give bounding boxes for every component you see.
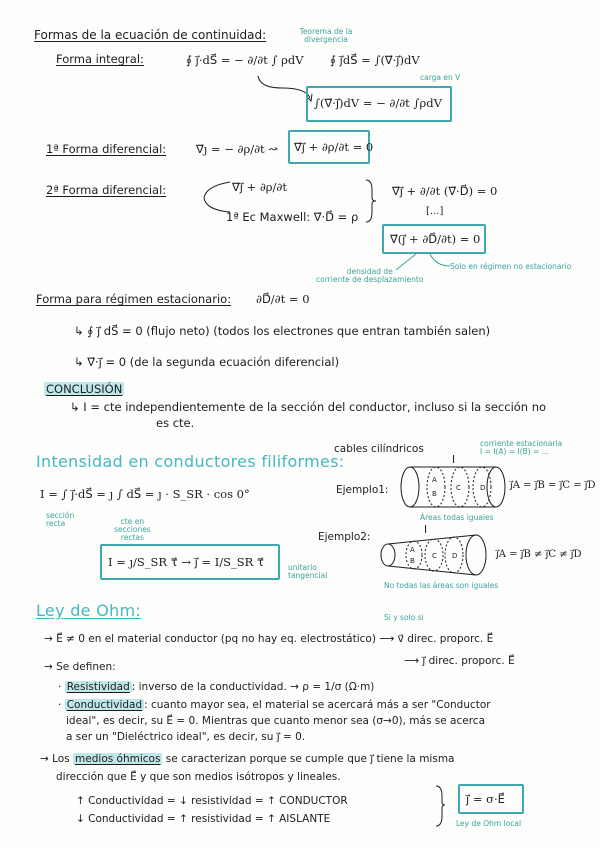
regimen-line-2: ↳ ∇⃗·ȷ⃗ = 0 (de la segunda ecuación diferencial)	[74, 355, 340, 369]
section-title-filiformes: Intensidad en conductores filiformes:	[36, 452, 345, 471]
regimen-line-1: ↳ ∮ ȷ⃗ dS⃗ = 0 (flujo neto) (todos los electrones que entran también salen)	[74, 324, 491, 338]
ohm-line-1b: ⟶ ȷ⃗ direc. proporc. E⃗	[404, 655, 515, 667]
cylinder-ejemplo-1-icon	[398, 462, 508, 512]
note-unitario-tangencial: unitario tangencial	[288, 563, 328, 580]
forma-diferencial-2-right: ∇⃗ȷ⃗ + ∂/∂t (∇⃗·D⃗) = 0	[392, 184, 498, 198]
forma-diferencial-2-dots: [...]	[426, 206, 444, 217]
conductor-summary: ↑ Conductividad = ↓ resistividad = ↑ CONDUCTOR	[76, 795, 348, 807]
conclusion-line-2: es cte.	[156, 416, 195, 430]
conductividad-line-3: a ser un "Dieléctrico ideal", es decir, su ȷ⃗ = 0.	[66, 731, 306, 743]
section-title-ohm: Ley de Ohm:	[36, 601, 142, 620]
ejemplo-2-current: I	[424, 524, 428, 536]
note-carga-en-v: carga en V	[420, 73, 461, 82]
ejemplo-1-equation: ȷ⃗A = ȷ⃗B = ȷ⃗C = ȷ⃗D	[510, 480, 596, 491]
note-si-y-solo-si: Si y solo si	[384, 613, 424, 622]
svg-text:D: D	[452, 552, 458, 560]
pointer-arrows-icon	[376, 252, 456, 274]
note-corriente-estacionaria: corriente estacionaria I = I(A) = I(B) = ...	[480, 439, 563, 456]
diferencial-2-box-equation: ∇⃗(ȷ⃗ + ∂D⃗/∂t) = 0	[390, 232, 481, 246]
medios-line-2: dirección que E⃗ y que son medios isótropos y lineales.	[56, 771, 341, 783]
note-no-todas-iguales: No todas las áreas son iguales	[384, 581, 499, 590]
section-title-continuidad: Formas de la ecuación de continuidad:	[34, 28, 267, 42]
forma-integral-divergence: ∮ ȷ⃗dS⃗ = ∫(∇⃗·ȷ⃗)dV	[330, 53, 420, 67]
forma-diferencial-2-label: 2ª Forma diferencial:	[46, 183, 167, 197]
intensidad-formula: I = ∫ ȷ⃗·dS⃗ = ȷ ∫ dS⃗ = ȷ · S_SR · cos 0°	[40, 487, 250, 501]
svg-text:C: C	[456, 484, 461, 492]
conclusion-label: CONCLUSIÓN	[46, 382, 123, 396]
ohm-local-formula: ȷ⃗ = σ·E⃗	[466, 792, 505, 806]
svg-text:B: B	[432, 490, 437, 498]
medios-ohmicos-term: medios óhmicos	[75, 753, 161, 765]
branch-arrows-icon	[200, 176, 234, 220]
forma-integral-label: Forma integral:	[56, 52, 144, 66]
svg-text:A: A	[432, 476, 437, 484]
forma-integral-equation: ∮ ȷ⃗·dS⃗ = − ∂/∂t ∫ ρdV	[186, 53, 304, 67]
note-seccion-recta: sección recta	[46, 511, 75, 528]
svg-text:C: C	[432, 552, 437, 560]
conductividad-term: Conductividad	[66, 699, 143, 711]
regimen-estacionario-label: Forma para régimen estacionario:	[36, 292, 232, 306]
medios-line: → Los medios óhmicos se caracterizan porque se cumple que ȷ⃗ tiene la misma	[40, 753, 455, 765]
svg-text:D: D	[480, 484, 486, 492]
cone-ejemplo-2-icon	[376, 532, 490, 578]
ohm-line-1: → E⃗ ≠ 0 en el material conductor (pq no hay eq. electrostático) ⟶ v⃗ direc. proporc. E⃗	[44, 633, 494, 645]
note-areas-iguales: Áreas todas iguales	[420, 513, 494, 522]
note-ley-ohm-local: Ley de Ohm local	[456, 819, 522, 828]
brace-icon	[364, 178, 378, 224]
svg-text:A: A	[410, 546, 415, 554]
resistividad-line: · Resistividad : inverso de la conductividad. → ρ = 1/σ (Ω·m)	[58, 681, 375, 693]
ejemplo-2-label: Ejemplo2:	[318, 531, 371, 543]
note-cte-secciones: cte en secciones rectas	[114, 517, 151, 542]
note-densidad-desplazamiento: densidad de corriente de desplazamiento	[316, 267, 424, 284]
resistividad-term: Resistividad	[66, 681, 130, 693]
conductividad-line-2: ideal", es decir, su E⃗ = 0. Mientras que cuanto menor sea (σ→0), más se acerca	[66, 715, 486, 727]
ejemplo-2-equation: ȷ⃗A = ȷ⃗B ≠ ȷ⃗C ≠ ȷ⃗D	[496, 549, 582, 560]
conclusion-line-1: ↳ I = cte independientemente de la sección del conductor, incluso si la sección no	[70, 400, 547, 414]
aislante-summary: ↓ Conductividad = ↑ resistividad = ↑ AISLANTE	[76, 813, 331, 825]
note-cables-cilindricos: cables cilíndricos	[334, 443, 424, 455]
se-definen: → Se definen:	[44, 661, 116, 673]
ejemplo-1-current: I	[452, 454, 456, 466]
note-teorema-divergencia: Teorema de la divergencia	[299, 27, 353, 44]
forma-diferencial-1-label: 1ª Forma diferencial:	[46, 142, 167, 156]
ejemplo-1-label: Ejemplo1:	[336, 484, 389, 496]
integral-result-equation: ∫(∇⃗·ȷ⃗)dV = − ∂/∂t ∫ρdV	[314, 96, 442, 110]
intensidad-box-formula: I = ȷ/S_SR τ⃗ → ȷ⃗ = I/S_SR τ⃗	[108, 555, 264, 569]
regimen-estacionario-eq: ∂D⃗/∂t = 0	[256, 292, 310, 306]
diferencial-1-box-equation: ∇⃗ȷ⃗ + ∂ρ/∂t = 0	[294, 140, 374, 154]
conductividad-line: · Conductividad : cuanto mayor sea, el material se acercará más a ser "Conductor	[58, 699, 491, 711]
forma-diferencial-1-equation: ∇⃗ȷ = − ∂ρ/∂t ↝	[196, 142, 278, 156]
note-solo-no-estacionario: Solo en régimen no estacionario	[450, 262, 572, 271]
svg-text:B: B	[410, 557, 415, 565]
forma-diferencial-2-eq-b: 1ª Ec Maxwell: ∇⃗·D⃗ = ρ	[226, 210, 359, 224]
forma-diferencial-2-eq-a: ∇⃗ȷ⃗ + ∂ρ/∂t	[232, 180, 287, 194]
brace-right-icon	[434, 784, 446, 828]
